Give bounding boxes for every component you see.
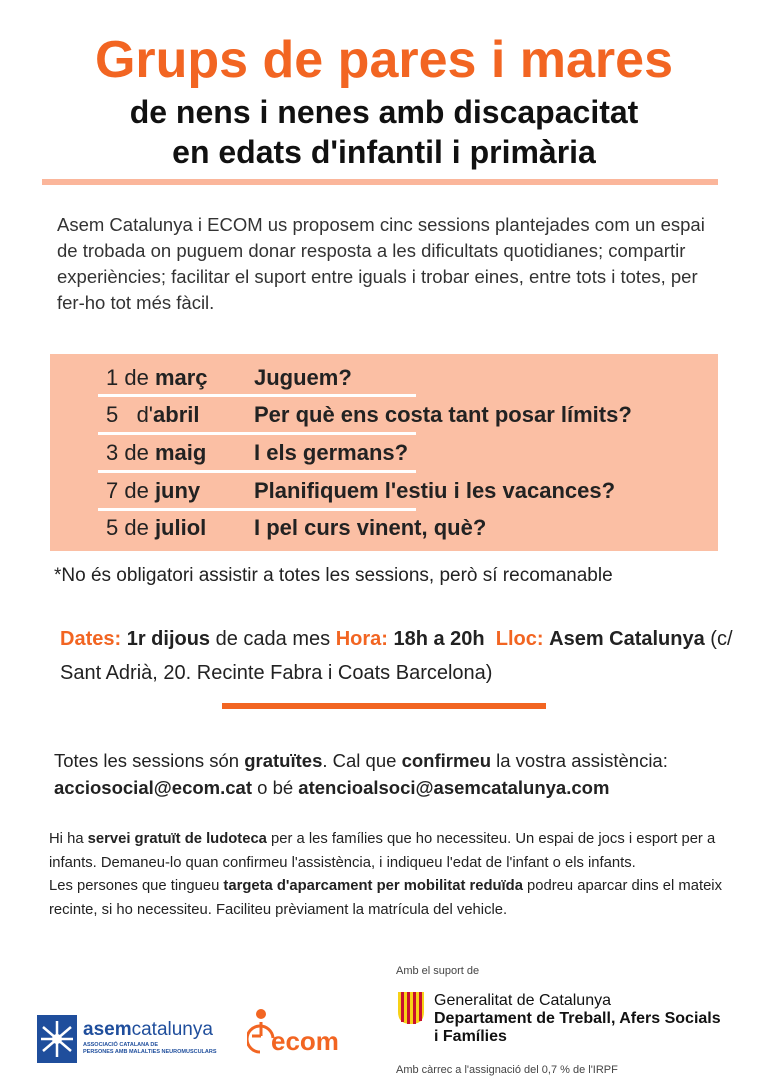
svg-text:PERSONES AMB MALALTIES NEUROMU: PERSONES AMB MALALTIES NEUROMUSCULARS bbox=[83, 1049, 217, 1055]
event-details: Dates: 1r dijous de cada mes Hora: 18h a 20h Lloc: Asem Catalunya (c/ Sant Adrià, 20. Recinte Fabra i Coats Barcelona) bbox=[60, 628, 733, 684]
svg-text:ecom: ecom bbox=[271, 1026, 339, 1056]
sessions-schedule bbox=[50, 354, 718, 551]
place-value: Asem Catalunya bbox=[549, 628, 705, 650]
session-row bbox=[50, 434, 718, 472]
senyera-shield-icon bbox=[398, 992, 424, 1024]
confirmation-paragraph: Totes les sessions són gratuïtes. Cal que confirmeu la vostra assistència: acciosocial@ecom.cat o bé atencioalsoci@asemcatalunya.com bbox=[54, 750, 668, 798]
email-ecom-link[interactable]: acciosocial@ecom.cat bbox=[54, 777, 252, 798]
session-row bbox=[50, 509, 718, 547]
session-date: 5 de juliol bbox=[106, 515, 207, 540]
attendance-note: *No és obligatori assistir a totes les sessions, però sí recomanable bbox=[54, 565, 613, 586]
subtitle-line-2: en edats d'infantil i primària bbox=[172, 134, 596, 170]
ludoteca-paragraph: Hi ha servei gratuït de ludoteca per a les famílies que ho necessiteu. Un espai de jocs i esport per a infants. Demaneu-lo quan confirmeu l'assistència, i indiqueu l'edat de l'infant o els infants. bbox=[49, 831, 716, 871]
orange-divider bbox=[222, 703, 546, 709]
ecom-logo bbox=[247, 1006, 377, 1062]
dates-value: 1r dijous bbox=[126, 628, 211, 650]
email-asem-link[interactable]: atencioalsoci@asemcatalunya.com bbox=[298, 777, 610, 798]
irpf-note: Amb càrrec a l'assignació del 0,7 % de l'IRPF bbox=[396, 1064, 618, 1076]
session-date: 5 d'abril bbox=[106, 402, 200, 427]
session-date: 1 de març bbox=[106, 365, 208, 390]
session-date: 3 de maig bbox=[106, 440, 207, 465]
place-label: Lloc: bbox=[495, 628, 544, 650]
session-date: 7 de juny bbox=[106, 478, 201, 503]
generalitat-logo bbox=[398, 990, 758, 1056]
svg-text:asemcatalunya: asemcatalunya bbox=[83, 1019, 213, 1040]
title-divider bbox=[42, 179, 718, 185]
extra-info bbox=[49, 828, 729, 922]
intro-paragraph: Asem Catalunya i ECOM us proposem cinc sessions plantejades com un espai de trobada on puguem donar resposta a les dificultats quotidianes; compartir experiències; facilitar el suport entre iguals i trobar eines, entre tots i totes, per fer-ho tot més fàcil. bbox=[57, 214, 705, 313]
support-label: Amb el suport de bbox=[396, 965, 480, 977]
ecom-logo-graphic bbox=[247, 1006, 377, 1062]
session-topic: Juguem? bbox=[254, 365, 352, 390]
session-row bbox=[50, 359, 718, 397]
generalitat-text: Generalitat de Catalunya Departament de Treball, Afers Socials i Famílies bbox=[434, 992, 721, 1045]
subtitle-line-1: de nens i nenes amb discapacitat bbox=[129, 94, 639, 130]
session-topic: I pel curs vinent, què? bbox=[254, 515, 487, 540]
session-row bbox=[50, 472, 718, 510]
page-subtitle bbox=[0, 92, 768, 172]
session-topic: Per què ens costa tant posar límits? bbox=[254, 402, 632, 427]
hour-value: 18h a 20h bbox=[393, 628, 485, 650]
svg-text:ASSOCIACIÓ CATALANA DE: ASSOCIACIÓ CATALANA DE bbox=[83, 1042, 159, 1048]
page-title: Grups de pares i mares bbox=[94, 31, 674, 89]
session-topic: Planifiquem l'estiu i les vacances? bbox=[254, 478, 616, 503]
session-topic: I els germans? bbox=[254, 440, 409, 465]
parking-paragraph: Les persones que tingueu targeta d'aparcament per mobilitat reduïda podreu aparcar dins el mateix recinte, si ho necessiteu. Faciliteu prèviament la matrícula del vehicle. bbox=[49, 878, 722, 918]
session-row bbox=[50, 396, 718, 434]
hour-label: Hora: bbox=[335, 628, 388, 650]
dates-label: Dates: bbox=[60, 628, 122, 650]
asem-catalunya-logo bbox=[37, 1015, 237, 1063]
asem-logo-graphic bbox=[37, 1015, 237, 1063]
